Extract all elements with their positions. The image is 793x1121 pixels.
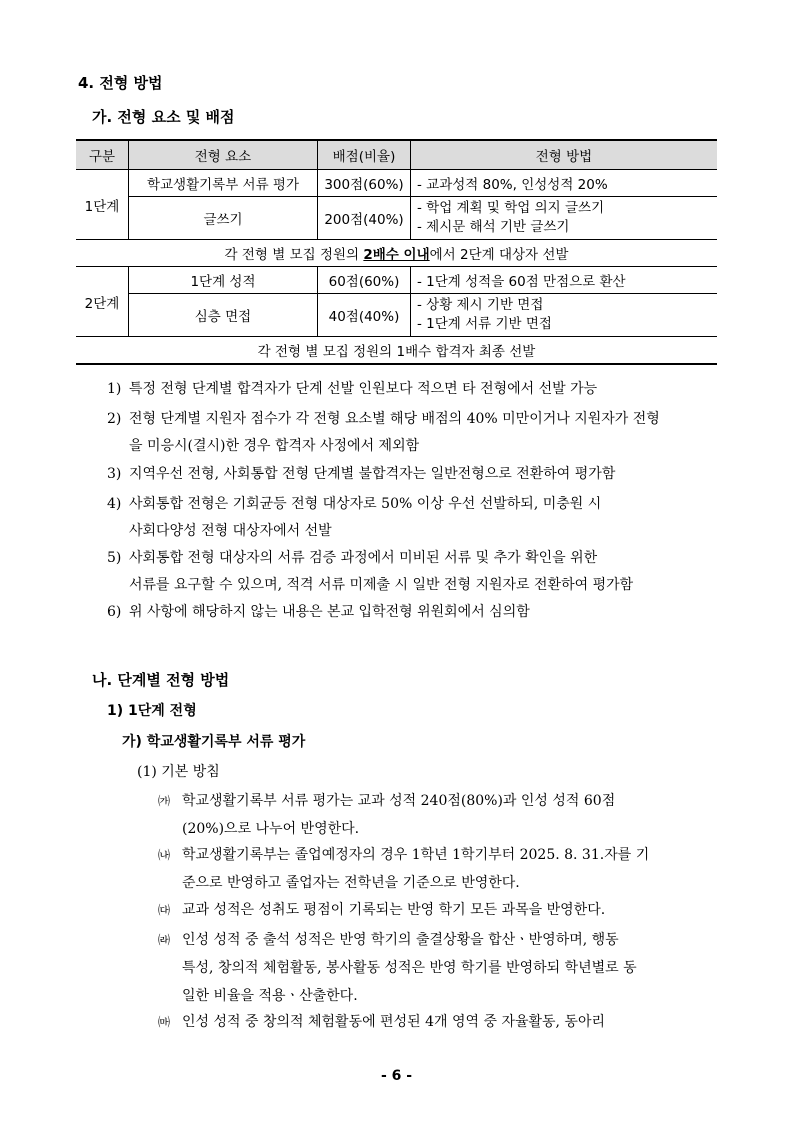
note-4: 4) 사회통합 전형은 기회균등 전형 대상자로 50% 이상 우선 선발하되, 미충원 시 사회다양성 전형 대상자에서 선발 [107, 496, 602, 539]
table-row [76, 170, 717, 197]
page-number: - 6 - [380, 1068, 413, 1084]
stage2-note: 각 전형 별 모집 정원의 1배수 합격자 최종 선발 [76, 337, 717, 365]
subsection-title-b: 나. 단계별 전형 방법 [92, 671, 230, 689]
policy-item: ㈑ 인성 성적 중 출석 성적은 반영 학기의 출결상황을 합산ㆍ반영하며, 행동 특성, 창의적 체험활동, 봉사활동 성적은 반영 학기를 반영하되 학년별로 동 일한 비율을 적용ㆍ산출한다. [158, 932, 637, 1004]
stage1-method: - 교과성적 80%, 인성성적 20% [411, 170, 718, 197]
header-score: 배점(비율) [318, 140, 411, 170]
stage1-element: 학교생활기록부 서류 평가 [129, 170, 318, 197]
table-row [76, 337, 717, 365]
stage1-note: 각 전형 별 모집 정원의 2배수 이내에서 2단계 대상자 선발 [76, 240, 717, 267]
stage1-score: 300점(60%) [318, 170, 411, 197]
method-line: - 학업 계획 및 학업 의지 글쓰기 [417, 200, 605, 216]
stage1-score: 200점(40%) [318, 197, 411, 240]
subsection-title-a: 가. 전형 요소 및 배점 [92, 108, 235, 126]
policy-item: ㈏ 학교생활기록부는 졸업예정자의 경우 1학년 1학기부터 2025. 8. 31.자를 기 준으로 반영하고 졸업자는 전학년을 기준으로 반영한다. [158, 847, 650, 891]
record-heading: 가) 학교생활기록부 서류 평가 [122, 734, 306, 750]
stage2-method [411, 294, 718, 337]
table-row [76, 267, 717, 294]
policy-item: ㈐ 교과 성적은 성취도 평점이 기록되는 반영 학기 모든 과목을 반영한다. [158, 902, 606, 918]
basic-policy-heading: (1) 기본 방침 [137, 764, 220, 780]
table-row [76, 294, 717, 337]
header-method: 전형 방법 [411, 140, 718, 170]
stage1-note-emphasis: 2배수 이내 [363, 247, 430, 263]
stage2-label: 2단계 [76, 267, 129, 337]
note-6: 6) 위 사항에 해당하지 않는 내용은 본교 입학전형 위원회에서 심의함 [107, 604, 530, 620]
header-category: 구분 [76, 140, 129, 170]
stage1-label: 1단계 [76, 170, 129, 240]
note-5: 5) 사회통합 전형 대상자의 서류 검증 과정에서 미비된 서류 및 추가 확인을 위한 서류를 요구할 수 있으며, 적격 서류 미제출 시 일반 전형 지원자로 전환하여 평가함 [107, 550, 634, 593]
policy-item: ㈎ 학교생활기록부 서류 평가는 교과 성적 240점(80%)과 인성 성적 60점 (20%)으로 나누어 반영한다. [158, 793, 616, 837]
note-3: 3) 지역우선 전형, 사회통합 전형 단계별 불합격자는 일반전형으로 전환하여 평가함 [107, 466, 616, 482]
stage2-score: 60점(60%) [318, 267, 411, 294]
stage2-score: 40점(40%) [318, 294, 411, 337]
stage1-heading: 1) 1단계 전형 [107, 703, 197, 719]
stage1-method [411, 197, 718, 240]
selection-table [76, 139, 717, 365]
header-element: 전형 요소 [129, 140, 318, 170]
note-1: 1) 특정 전형 단계별 합격자가 단계 선발 인원보다 적으면 타 전형에서 선발 가능 [107, 381, 598, 397]
stage2-method: - 1단계 성적을 60점 만점으로 환산 [411, 267, 718, 294]
section-title: 4. 전형 방법 [78, 74, 163, 92]
method-line: - 1단계 서류 기반 면접 [417, 316, 552, 332]
stage2-element: 심층 면접 [129, 294, 318, 337]
table-header-row [76, 140, 717, 170]
table-row [76, 197, 717, 240]
note-2: 2) 전형 단계별 지원자 점수가 각 전형 요소별 해당 배점의 40% 미만이거나 지원자가 전형 을 미응시(결시)한 경우 합격자 사정에서 제외함 [107, 411, 660, 454]
policy-item: ㈒ 인성 성적 중 창의적 체험활동에 편성된 4개 영역 중 자율활동, 동아리 [158, 1014, 606, 1030]
stage2-element: 1단계 성적 [129, 267, 318, 294]
stage1-element: 글쓰기 [129, 197, 318, 240]
method-line: - 상황 제시 기반 면접 [417, 297, 544, 313]
method-line: - 제시문 해석 기반 글쓰기 [417, 219, 570, 235]
table-row [76, 240, 717, 267]
